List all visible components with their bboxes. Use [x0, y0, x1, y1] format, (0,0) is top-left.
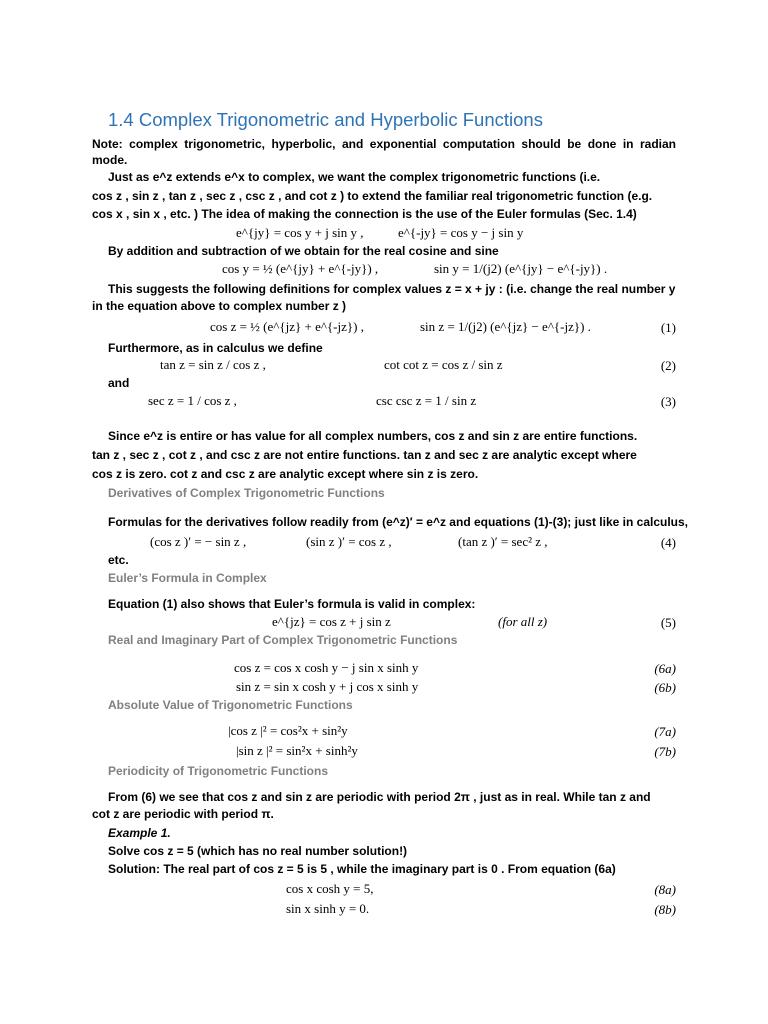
equation-8b: sin x sinh y = 0. [286, 901, 370, 916]
heading-real-imaginary: Real and Imaginary Part of Complex Trigonometric Functions [108, 633, 458, 647]
heading-derivatives: Derivatives of Complex Trigonometric Functions [108, 486, 385, 500]
equation-number-8b: (8b) [654, 902, 676, 917]
equation-number-4: (4) [660, 535, 676, 550]
etc-text: etc. [108, 553, 129, 567]
equation-number-6a: (6a) [654, 661, 676, 676]
euler-formula-b: e^{-jy} = cos y − j sin y [398, 225, 524, 240]
complex-sine-definition: sin z = 1/(j2) (e^{jz} − e^{-jz}) . [420, 319, 591, 334]
addition-subtraction-text: By addition and subtraction of we obtain for the real cosine and sine [108, 244, 499, 258]
equation-6b: sin z = sin x cosh y + j cos x sinh y [236, 679, 419, 694]
equation-number-7a: (7a) [654, 724, 676, 739]
equation-number-5: (5) [660, 615, 676, 630]
derivative-sine: (sin z )′ = cos z , [306, 534, 392, 549]
secant-definition: sec z = 1 / cos z , [148, 393, 237, 408]
example-heading: Example 1. [108, 826, 171, 840]
euler-formula-a: e^{jy} = cos y + j sin y , [236, 225, 364, 240]
complex-cosine-definition: cos z = ½ (e^{jz} + e^{-jz}) , [210, 319, 364, 334]
equation-number-3: (3) [660, 394, 676, 409]
suggest-line-1: This suggests the following definitions for complex values z = x + jy : (i.e. change the real number y [108, 282, 676, 296]
just-as-line-2: cos z , sin z , tan z , sec z , csc z , and cot z ) to extend the familiar real trigonometric function (e.g. [92, 189, 653, 203]
real-sine-equation: sin y = 1/(j2) (e^{jy} − e^{-jy}) . [434, 261, 608, 276]
equation-number-6b: (6b) [654, 680, 676, 695]
just-as-line-1: Just as e^z extends e^x to complex, we want the complex trigonometric functions (i.e. [108, 170, 601, 184]
solve-text: Solve cos z = 5 (which has no real number solution!) [108, 844, 408, 858]
heading-periodicity: Periodicity of Trigonometric Functions [108, 764, 329, 778]
derivative-cosine: (cos z )′ = − sin z , [150, 534, 247, 549]
for-all-z-note: (for all z) [498, 614, 548, 629]
equation-8a: cos x cosh y = 5, [286, 881, 374, 896]
note-line-1: Note: complex trigonometric, hyperbolic, and exponential computation should be done in radian [92, 137, 676, 151]
note-line-2: mode. [92, 153, 128, 167]
equation-number-7b: (7b) [654, 744, 676, 759]
suggest-line-2: in the equation above to complex number z ) [92, 299, 347, 313]
periodic-line-2: cot z are periodic with period π. [92, 807, 274, 821]
since-line-2: tan z , sec z , cot z , and csc z are not entire functions. tan z and sec z are analytic except where [92, 448, 637, 462]
since-line-1: Since e^z is entire or has value for all complex numbers, cos z and sin z are entire functions. [108, 429, 638, 443]
heading-absolute-value: Absolute Value of Trigonometric Functions [108, 698, 353, 712]
cosecant-definition: csc csc z = 1 / sin z [376, 393, 477, 408]
since-line-3: cos z is zero. cot z and csc z are analytic except where sin z is zero. [92, 467, 479, 481]
periodic-line-1: From (6) we see that cos z and sin z are periodic with period 2π , just as in real. While tan z and [108, 790, 651, 804]
complex-euler-formula: e^{jz} = cos z + j sin z [272, 614, 391, 629]
furthermore-text: Furthermore, as in calculus we define [108, 341, 323, 355]
derivative-tangent: (tan z )′ = sec² z , [458, 534, 548, 549]
equation-7a: |cos z |² = cos²x + sin²y [228, 723, 348, 738]
heading-euler-formula: Euler’s Formula in Complex [108, 571, 267, 585]
equation-number-8a: (8a) [654, 882, 676, 897]
equation-6a: cos z = cos x cosh y − j sin x sinh y [234, 660, 419, 675]
equation-7b: |sin z |² = sin²x + sinh²y [236, 743, 358, 758]
equation-1-shows-text: Equation (1) also shows that Euler’s formula is valid in complex: [108, 597, 476, 611]
tangent-definition: tan z = sin z / cos z , [160, 357, 266, 372]
real-cosine-equation: cos y = ½ (e^{jy} + e^{-jy}) , [222, 261, 379, 276]
equation-number-1: (1) [660, 320, 676, 335]
page-title: 1.4 Complex Trigonometric and Hyperbolic Functions [108, 109, 543, 130]
just-as-line-3: cos x , sin x , etc. ) The idea of making the connection is the use of the Euler formulas (Sec. 1.4) [92, 207, 637, 221]
cotangent-definition: cot cot z = cos z / sin z [384, 357, 503, 372]
solution-text: Solution: The real part of cos z = 5 is 5 , while the imaginary part is 0 . From equation (6a) [108, 862, 616, 876]
formulas-text: Formulas for the derivatives follow readily from (e^z)′ = e^z and equations (1)-(3); just like in calculus, [108, 515, 689, 529]
equation-number-2: (2) [660, 358, 676, 373]
and-text: and [108, 376, 130, 390]
